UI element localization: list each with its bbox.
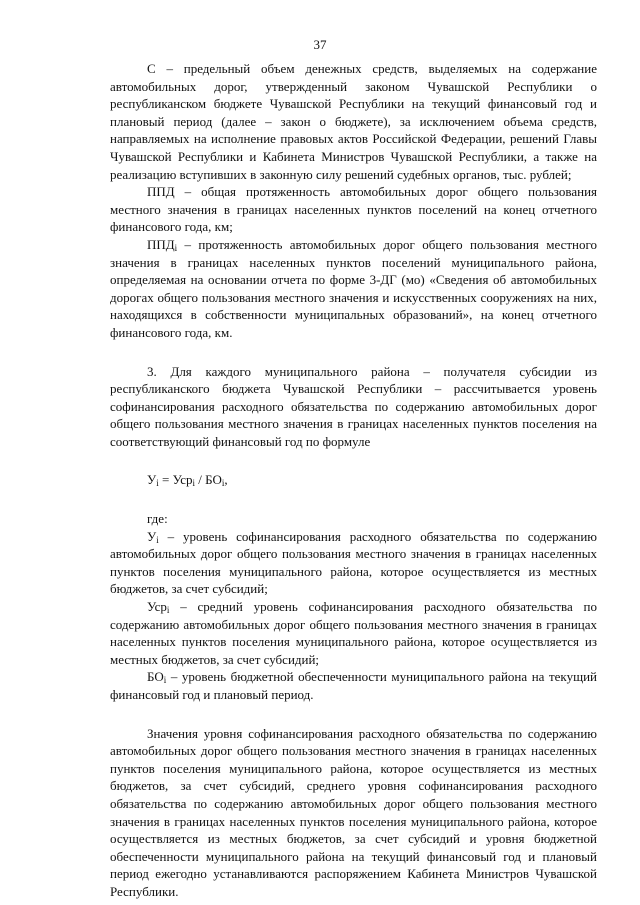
definition-text: – протяженность автомобильных дорог общего пользования местного значения в границах населенных пунктов поселений муниципального района, определяемая на основании отчета по форме 3-ДГ (мо) «Сведения об автомобильных дорогах общего пользования местного значения и искусственных сооружениях на них, находящихся в собственности муниципальных образований», на конец отчетного финансового года, км.	[110, 236, 597, 340]
document-body	[110, 60, 597, 901]
definition-ucp	[110, 598, 597, 668]
where-label: где:	[147, 511, 168, 527]
definition-text: – средний уровень софинансирования расходного обязательства по содержанию автомобильных дорог общего пользования местного значения в границах населенных пунктов поселения муниципального района, которое осуществляется из местных бюджетов, за счет субсидий;	[110, 599, 597, 667]
definition-text: – уровень бюджетной обеспеченности муниципального района на текущий финансовый год и плановый период.	[110, 669, 597, 702]
formula-eq: = Уср	[158, 472, 193, 488]
formula	[110, 471, 597, 489]
item-3-paragraph: 3. Для каждого муниципального района – получателя субсидии из республиканского бюджета Чувашской Республики – рассчитывается уровень софинансирования расходного обязательства по содержанию автомобильных дорог общего пользования местного значения в границах населенных пунктов поселения на соответствующий финансовый год по формуле	[110, 363, 597, 449]
definition-text: – уровень софинансирования расходного обязательства по содержанию автомобильных дорог общего пользования местного значения в границах населенных пунктов поселения муниципального района, которое осуществляется из местных бюджетов, за счет субсидий;	[110, 528, 597, 597]
symbol: У	[147, 528, 157, 544]
formula-end: ,	[224, 472, 228, 488]
subscript: i	[163, 675, 167, 686]
page-number: 37	[313, 37, 327, 52]
formula-sub-2: i	[192, 478, 195, 489]
definition-y	[110, 528, 597, 598]
formula-div: / БО	[195, 472, 222, 488]
formula-y: У	[147, 472, 157, 488]
subscript: i	[156, 534, 159, 545]
symbol: Уср	[147, 599, 167, 615]
definition-c: С – предельный объем денежных средств, выделяемых на содержание автомобильных дорог, утвержденный законом Чувашской Республики о республиканском бюджете Чувашской Республики на текущий финансовый год и плановый период (далее – закон о бюджете), за исключением объема средств, направляемых на исполнение правовых актов Российской Федерации, решений Главы Чувашской Республики и Кабинета Министров Чувашской Республики, а также на реализацию вступивших в законную силу решений судебных органов, тыс. рублей;	[110, 61, 597, 182]
formula-sub-1: i	[156, 478, 159, 489]
symbol: БО	[147, 669, 164, 685]
definition-ppd: ППД – общая протяженность автомобильных дорог общего пользования местного значения в границах населенных пунктов поселений на конец отчетного финансового года, км;	[110, 184, 597, 235]
definition-ppdi	[110, 236, 597, 342]
symbol: ППД	[147, 236, 175, 252]
definition-bo	[110, 668, 597, 703]
subscript: i	[166, 605, 170, 616]
final-paragraph: Значения уровня софинансирования расходного обязательства по содержанию автомобильных дорог общего пользования местного значения в границах населенных пунктов поселения муниципального района, которое осуществляется из местных бюджетов, за счет субсидий, среднего уровня софинансирования расходного обязательства по содержанию автомобильных дорог общего пользования местного значения в границах населенных пунктов поселения муниципального района, которое осуществляется из местных бюджетов, за счет субсидий и уровня бюджетной обеспеченности муниципального района на текущий финансовый год и плановый период ежегодно устанавливаются распоряжением Кабинета Министров Чувашской Республики.	[110, 725, 597, 899]
formula-sub-3: i	[221, 478, 225, 489]
subscript: i	[174, 242, 178, 253]
